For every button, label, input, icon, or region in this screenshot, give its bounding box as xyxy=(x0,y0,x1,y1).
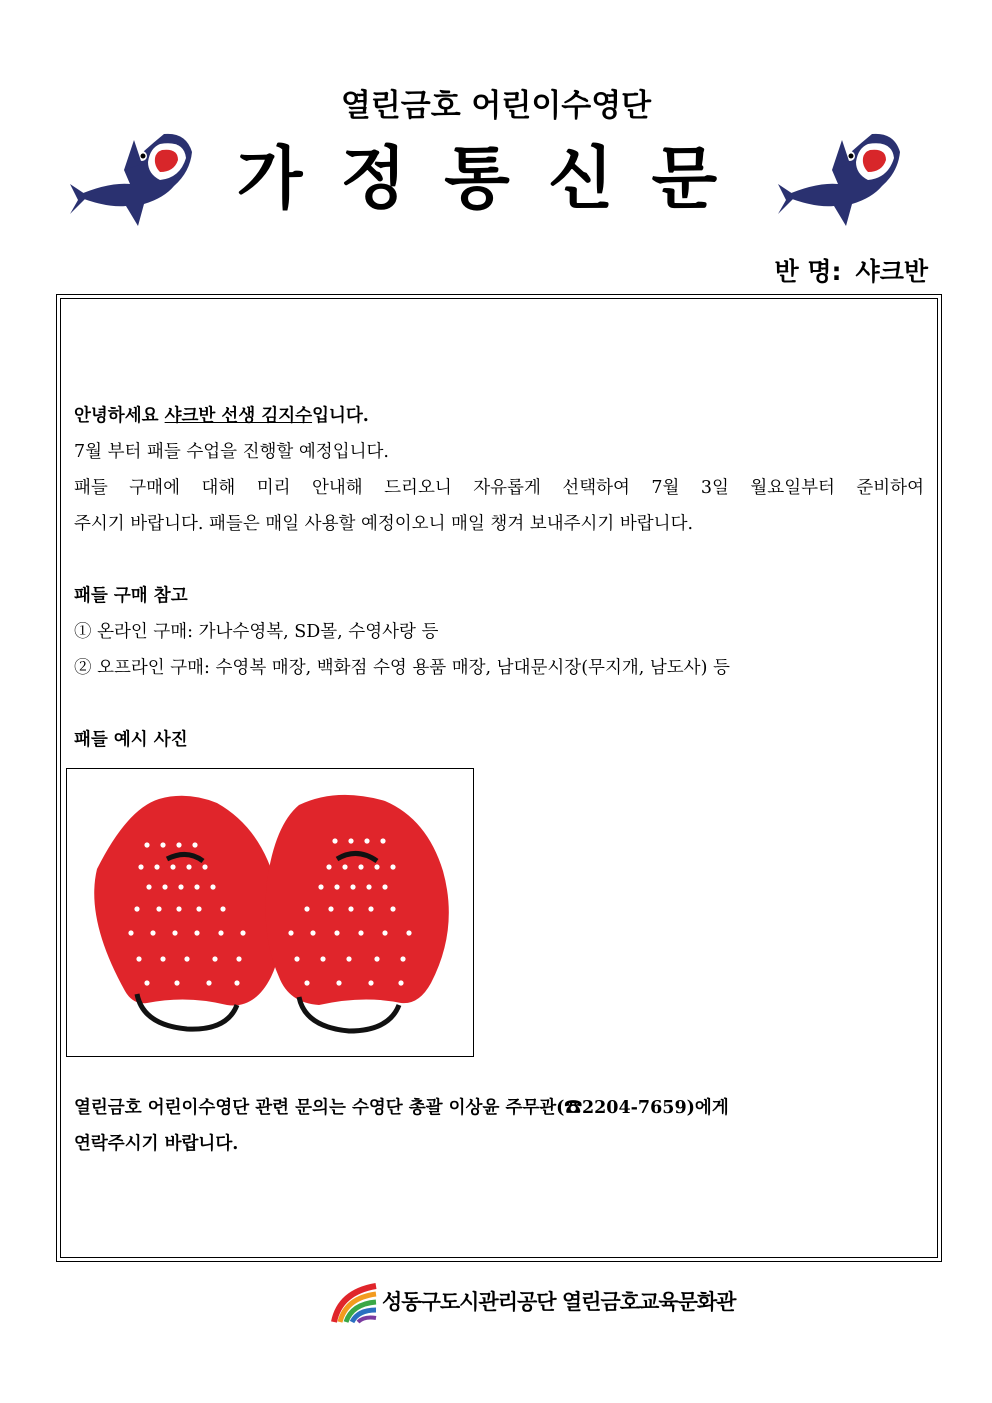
purchase-item-offline: ② 오프라인 구매: 수영복 매장, 백화점 수영 용품 매장, 남대문시장(무지개, 남도사) 등 xyxy=(74,658,730,678)
contact-line-1: 열린금호 어린이수영단 관련 문의는 수영단 총괄 이상윤 주무관(☎2204-7659)에게 xyxy=(74,1098,729,1118)
greeting-prefix: 안녕하세요 xyxy=(74,406,165,426)
main-title: 가정통신문 xyxy=(236,140,756,219)
paddle-example-photo xyxy=(66,768,474,1057)
notice-line-1: 7월 부터 패들 수업을 진행할 예정입니다. xyxy=(74,442,389,462)
notice-line-2: 패들 구매에 대해 미리 안내해 드리오니 자유롭게 선택하여 7월 3일 월요일부터 준비하여 xyxy=(74,478,924,498)
contact-line-2: 연락주시기 바랍니다. xyxy=(74,1134,239,1154)
class-label: 반 명: xyxy=(774,257,842,286)
purchase-item-online: ① 온라인 구매: 가나수영복, SD몰, 수영사랑 등 xyxy=(74,622,439,642)
notice-body xyxy=(74,398,924,758)
teacher-name: 샤크반 선생 김지수 xyxy=(164,406,313,426)
photo-heading: 패들 예시 사진 xyxy=(74,730,188,750)
class-name-line xyxy=(775,252,928,288)
rainbow-logo-icon xyxy=(330,1278,382,1326)
notice-line-3: 주시기 바랍니다. 패들은 매일 사용할 예정이오니 매일 챙겨 보내주시기 바랍니다. xyxy=(74,514,694,534)
organization-title: 열린금호 어린이수영단 xyxy=(340,88,652,124)
shark-mascot-icon xyxy=(776,122,906,232)
class-value: 샤크반 xyxy=(855,257,928,286)
footer-organization: 성동구도시관리공단 열린금호교육문화관 xyxy=(382,1290,736,1314)
footer-logo xyxy=(330,1278,736,1326)
greeting-line xyxy=(74,398,924,434)
contact-info xyxy=(74,1090,924,1162)
purchase-heading: 패들 구매 참고 xyxy=(74,586,188,606)
shark-mascot-icon xyxy=(68,122,198,232)
greeting-suffix: 입니다. xyxy=(312,406,369,426)
